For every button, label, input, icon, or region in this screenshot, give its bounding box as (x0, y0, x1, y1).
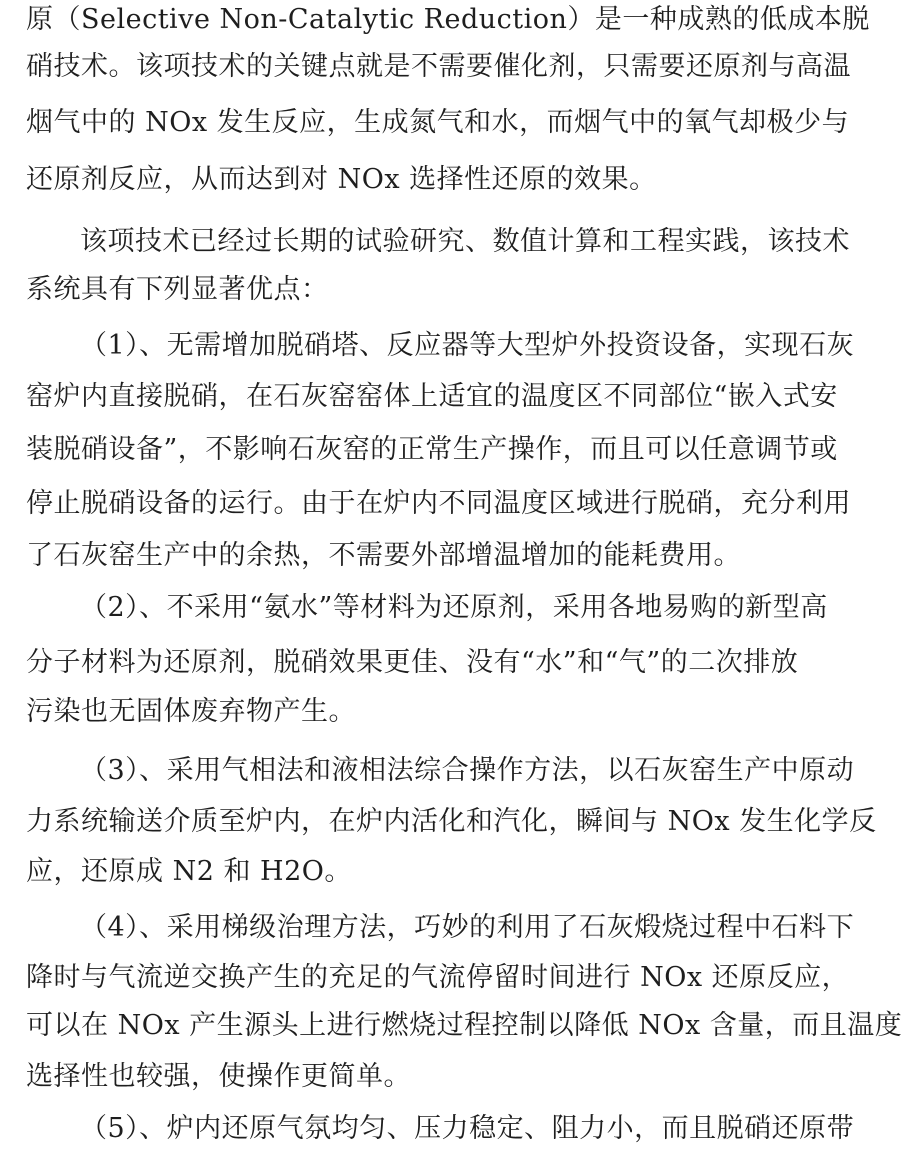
text-line-22: （5）、炉内还原气氛均匀、压力稳定、阻力小，而且脱硝还原带 (80, 1113, 855, 1144)
text-line-16: 力系统输送介质至炉内，在炉内活化和汽化，瞬间与 NOx 发生化学反 (26, 806, 877, 837)
text-line-18: （4）、采用梯级治理方法，巧妙的利用了石灰煅烧过程中石料下 (80, 912, 855, 943)
text-line-9: 装脱硝设备”，不影响石灰窑的正常生产操作，而且可以任意调节或 (26, 434, 838, 465)
text-line-6: 系统具有下列显著优点： (26, 274, 329, 305)
text-line-5: 该项技术已经过长期的试验研究、数值计算和工程实践，该技术 (80, 226, 850, 257)
text-line-7: （1）、无需增加脱硝塔、反应器等大型炉外投资设备，实现石灰 (80, 330, 855, 361)
text-line-3: 烟气中的 NOx 发生反应，生成氮气和水，而烟气中的氧气却极少与 (26, 107, 850, 138)
text-line-8: 窑炉内直接脱硝，在石灰窑窑体上适宜的温度区不同部位“嵌入式安 (26, 381, 838, 412)
text-line-1: 原（Selective Non-Catalytic Reduction）是一种成熟的低成本脱 (26, 4, 870, 35)
text-line-11: 了石灰窑生产中的余热，不需要外部增温增加的能耗费用。 (26, 540, 741, 571)
text-line-20: 可以在 NOx 产生源头上进行燃烧过程控制以降低 NOx 含量，而且温度 (26, 1010, 902, 1041)
text-line-17: 应，还原成 N2 和 H2O。 (26, 856, 352, 887)
text-line-12: （2）、不采用“氨水”等材料为还原剂，采用各地易购的新型高 (80, 592, 828, 623)
text-line-4: 还原剂反应，从而达到对 NOx 选择性还原的效果。 (26, 164, 657, 195)
text-line-10: 停止脱硝设备的运行。由于在炉内不同温度区域进行脱硝，充分利用 (26, 488, 851, 519)
text-line-14: 污染也无固体废弃物产生。 (26, 696, 356, 727)
text-line-15: （3）、采用气相法和液相法综合操作方法，以石灰窑生产中原动 (80, 755, 855, 786)
text-line-2: 硝技术。该项技术的关键点就是不需要催化剂，只需要还原剂与高温 (26, 51, 851, 82)
text-line-19: 降时与气流逆交换产生的充足的气流停留时间进行 NOx 还原反应， (26, 962, 850, 993)
text-line-13: 分子材料为还原剂，脱硝效果更佳、没有“水”和“气”的二次排放 (26, 647, 799, 678)
text-line-21: 选择性也较强，使操作更简单。 (26, 1061, 411, 1092)
